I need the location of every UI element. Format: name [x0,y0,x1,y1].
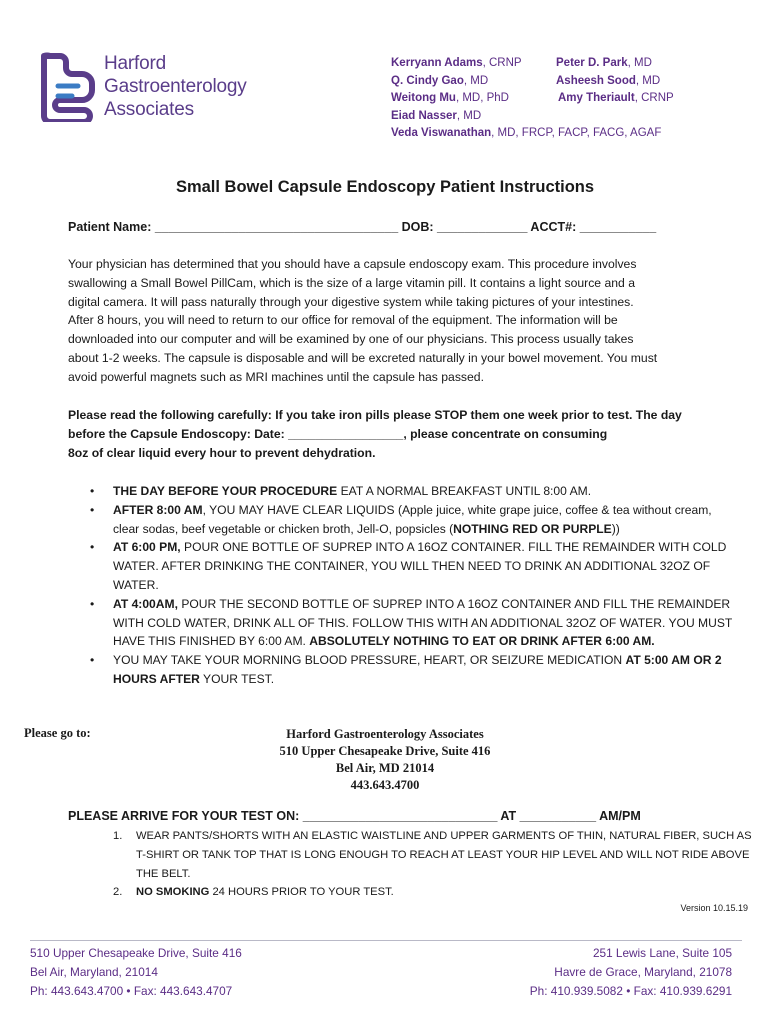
logo-line-2: Gastroenterology [104,76,247,97]
physician-entry: Kerryann Adams, CRNP [391,57,522,69]
clinic-name: Harford Gastroenterology Associates [286,727,484,741]
footer-office-left [30,944,242,1000]
physician-entry: Eiad Nasser, MD [391,109,482,122]
requirements-list [68,827,758,902]
intro-paragraph [68,255,740,387]
list-item: 2. NO SMOKING 24 HOURS PRIOR TO YOUR TEST. [113,886,394,899]
clinic-address-block [0,726,770,794]
clinic-city: Bel Air, MD 21014 [335,761,435,775]
intro-line: about 1-2 weeks. The capsule is disposable and will be excreted naturally in your bowel movement. You must [68,350,658,365]
physician-entry: Q. Cindy Gao, MD [391,74,489,87]
bullet-icon: • [90,502,95,517]
intro-line: Your physician has determined that you should have a capsule endoscopy exam. This procedure involves [68,257,637,271]
footer-line: Bel Air, Maryland, 21014 [30,964,158,979]
logo-line-3: Associates [104,99,194,120]
logo-line-1: Harford [104,53,166,74]
bullet-icon: • [90,484,95,498]
intro-line: digital camera. It will pass naturally through your digestive system while taking pictures of your intestines. [68,294,634,309]
warning-line: before the Capsule Endoscopy: Date: _________________, please concentrate on consuming [68,426,608,441]
bullet-icon: • [90,653,95,668]
version-label: Version 10.15.19 [680,903,748,913]
list-item: • AT 4:00AM, POUR THE SECOND BOTTLE OF SUPREP INTO A 16OZ CONTAINER AND FILL THE REMAINDER WITH COLD WATER, DRINK ALL OF THIS. FOLLOW THIS WITH AN ADDITIONAL 32OZ OF WATER. YOU MUST HAVE THIS FINISHED BY 6:00 AM. ABSOLUTELY NOTHING TO EAT OR DRINK AFTER 6:00 AM. [90,596,733,649]
physician-entry: Asheesh Sood, MD [556,74,661,87]
intro-line: After 8 hours, you will need to return to our office for removal of the equipment. The information will be [68,313,618,328]
prep-steps-list [68,482,740,689]
intro-line: swallowing a Small Bowel PillCam, which is the size of a large vitamin pill. It contains a light source and a [68,275,635,290]
list-item: • YOU MAY TAKE YOUR MORNING BLOOD PRESSURE, HEART, OR SEIZURE MEDICATION AT 5:00 AM OR 2 HOURS AFTER YOUR TEST. [90,653,722,686]
physician-entry: Weitong Mu, MD, PhD [391,92,509,105]
footer-line: 510 Upper Chesapeake Drive, Suite 416 [30,946,242,960]
footer-line: 251 Lewis Lane, Suite 105 [592,946,732,960]
physician-entry: Peter D. Park, MD [556,57,652,69]
patient-info-fields[interactable]: Patient Name: ___________________________________ DOB: _____________ ACCT#: ___________ [68,220,657,234]
list-item: • AFTER 8:00 AM, YOU MAY HAVE CLEAR LIQUIDS (Apple juice, white grape juice, coffee & tea without cream, clear sodas, beef vegetable or chicken broth, Jell-O, popsicles (NOTHING RED OR PURPLE)) [90,502,712,536]
warning-paragraph [68,406,748,462]
document-title: Small Bowel Capsule Endoscopy Patient Instructions [175,178,595,196]
clinic-phone: 443.643.4700 [350,778,420,792]
list-item: 1. WEAR PANTS/SHORTS WITH AN ELASTIC WAISTLINE AND UPPER GARMENTS OF THIN, NATURAL FIBER, SUCH AS T-SHIRT OR TANK TOP THAT IS LONG ENOUGH TO REACH AT LEAST YOUR HIP LEVEL AND WILL NOT RIDE ABOVE THE BELT. [113,830,752,880]
clinic-street: 510 Upper Chesapeake Drive, Suite 416 [279,744,491,758]
footer-divider [30,940,742,941]
logo-wordmark [104,52,247,121]
warning-line: 8oz of clear liquid every hour to prevent dehydration. [68,445,376,460]
bullet-icon: • [90,596,95,611]
list-item: • THE DAY BEFORE YOUR PROCEDURE EAT A NORMAL BREAKFAST UNTIL 8:00 AM. [68,482,740,501]
physician-entry: Veda Viswanathan, MD, FRCP, FACP, FACG, AGAF [391,127,662,140]
stomach-intestine-icon [36,50,100,122]
footer-office-right [530,944,732,1000]
intro-line: avoid powerful magnets such as MRI machines until the capsule has passed. [68,369,484,384]
physician-entry: Amy Theriault, CRNP [558,92,674,105]
list-item: • AT 6:00 PM, POUR ONE BOTTLE OF SUPREP INTO A 16OZ CONTAINER. FILL THE REMAINDER WITH COLD WATER. AFTER DRINKING THE CONTAINER, YOU WILL THEN NEED TO DRINK AN ADDITIONAL 32OZ OF WATER. [90,540,727,592]
bullet-icon: • [90,540,95,555]
physician-list-right [556,55,674,108]
arrival-time-fields[interactable]: PLEASE ARRIVE FOR YOUR TEST ON: ____________________________ AT ___________ AM/PM [68,809,641,823]
goto-label: Please go to: [24,726,91,740]
warning-line: Please read the following carefully: If you take iron pills please STOP them one week prior to test. The day [68,408,682,422]
footer-line: Ph: 410.939.5082 • Fax: 410.939.6291 [529,983,732,998]
intro-line: downloaded into our computer and will be examined by one of our physicians. This process usually takes [68,332,634,347]
footer-line: Havre de Grace, Maryland, 21078 [554,964,732,979]
footer-line: Ph: 443.643.4700 • Fax: 443.643.4707 [30,983,233,998]
